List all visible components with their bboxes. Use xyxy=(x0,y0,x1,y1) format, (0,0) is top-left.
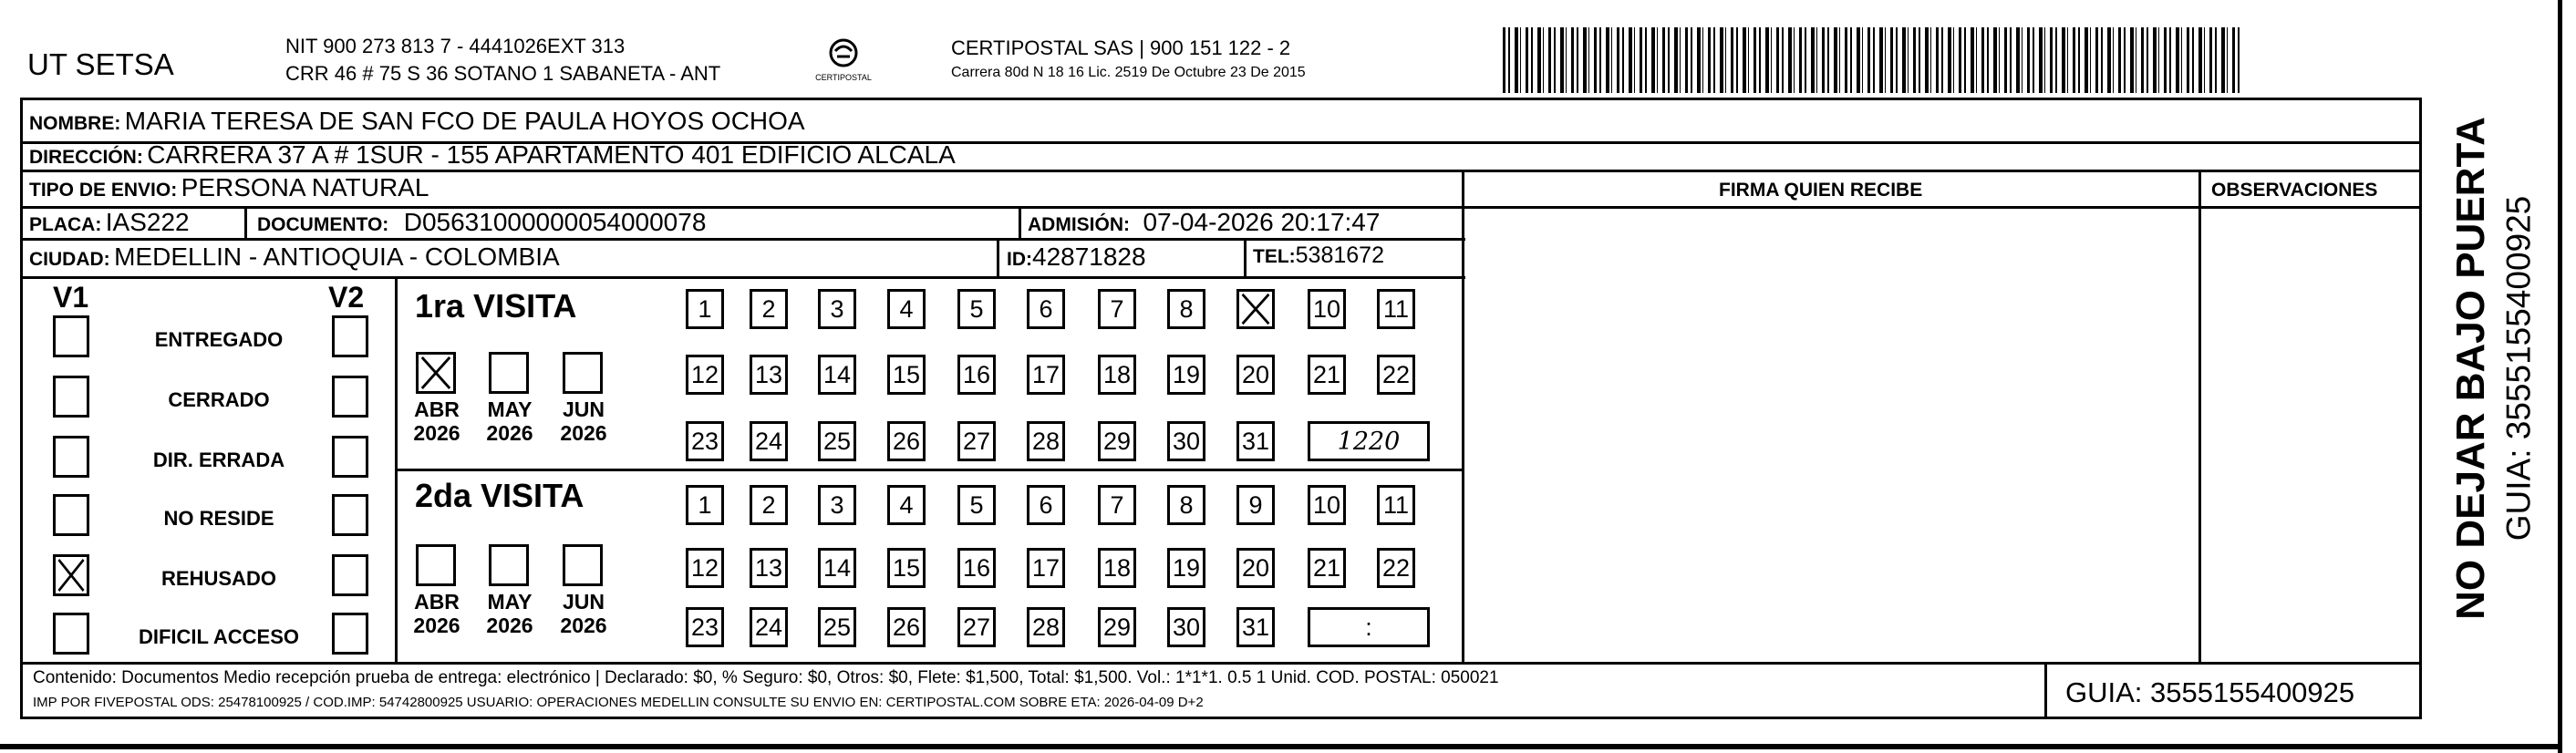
v2-checkbox[interactable] xyxy=(332,436,368,478)
footer-guia: GUIA: 3555155400925 xyxy=(2065,676,2355,708)
day-box[interactable]: 30 xyxy=(1167,421,1205,461)
check-x-icon xyxy=(56,557,87,593)
day-box[interactable]: 21 xyxy=(1308,548,1346,588)
firma-header: FIRMA QUIEN RECIBE xyxy=(1719,180,1923,201)
documento-value: D05631000000054000078 xyxy=(403,208,707,236)
company-name: UT SETSA xyxy=(27,47,174,81)
tipo-value: PERSONA NATURAL xyxy=(181,173,429,201)
day-box[interactable]: 30 xyxy=(1167,607,1205,647)
v2-checkbox[interactable] xyxy=(332,554,368,596)
col-line xyxy=(1019,206,1021,239)
v1-checkbox[interactable] xyxy=(53,376,89,418)
col-line xyxy=(1244,238,1247,276)
day-box[interactable]: 29 xyxy=(1098,421,1136,461)
day-box[interactable]: 23 xyxy=(686,607,724,647)
v1-header: V1 xyxy=(53,281,89,314)
day-box[interactable]: 31 xyxy=(1236,421,1275,461)
frame-shadow-bottom xyxy=(0,744,2562,749)
col-line xyxy=(2044,662,2047,719)
nombre-value: MARIA TERESA DE SAN FCO DE PAULA HOYOS OCHOA xyxy=(124,107,805,135)
day-box[interactable]: 8 xyxy=(1167,485,1205,525)
status-label: DIFICIL ACCESO xyxy=(138,625,299,648)
placa-label: PLACA: IAS222 xyxy=(29,208,190,236)
row-line xyxy=(20,662,2422,665)
month-checkbox[interactable] xyxy=(489,352,529,394)
v1-checkbox[interactable] xyxy=(53,315,89,357)
nombre-label: NOMBRE: MARIA TERESA DE SAN FCO DE PAULA HOYOS OCHOA xyxy=(29,107,805,135)
day-box[interactable]: 5 xyxy=(957,289,996,329)
day-box[interactable]: 27 xyxy=(957,607,996,647)
side-warning: NO DEJAR BAJO PUERTA xyxy=(2448,117,2493,620)
day-box[interactable]: 22 xyxy=(1377,548,1415,588)
day-box[interactable]: 4 xyxy=(887,289,926,329)
status-label: DIR. ERRADA xyxy=(152,449,285,471)
day-box[interactable]: 26 xyxy=(887,607,926,647)
month-year: 2026 xyxy=(413,614,460,638)
placa-value: IAS222 xyxy=(105,208,190,236)
day-box[interactable]: 20 xyxy=(1236,355,1275,395)
day-box[interactable]: 2 xyxy=(750,289,788,329)
month-name: ABR xyxy=(414,397,460,421)
nit-line: NIT 900 273 813 7 - 4441026EXT 313 xyxy=(285,35,626,57)
col-line xyxy=(1462,170,1464,662)
day-box[interactable]: 15 xyxy=(887,355,926,395)
day-box[interactable] xyxy=(1236,289,1275,329)
day-box[interactable]: 11 xyxy=(1377,289,1415,329)
carrier-sub: Carrera 80d N 18 16 Lic. 2519 De Octubre 23 De 2015 xyxy=(951,65,1306,80)
v1-checkbox[interactable] xyxy=(53,436,89,478)
documento-label: DOCUMENTO: D05631000000054000078 xyxy=(257,208,707,236)
day-box[interactable]: 12 xyxy=(686,355,724,395)
col-line xyxy=(997,238,999,276)
visit-divider xyxy=(395,469,1462,471)
day-box[interactable]: 19 xyxy=(1167,548,1205,588)
admision-value: 07-04-2026 20:17:47 xyxy=(1143,208,1381,236)
status-label: ENTREGADO xyxy=(154,328,284,351)
barcode xyxy=(1503,27,2241,93)
v2-checkbox[interactable] xyxy=(332,315,368,357)
month-checkbox[interactable] xyxy=(416,352,456,394)
day-box[interactable]: 1 xyxy=(686,289,724,329)
day-box[interactable]: 18 xyxy=(1098,355,1136,395)
day-box[interactable]: 4 xyxy=(887,485,926,525)
visit2-title: 2da VISITA xyxy=(415,477,585,514)
day-box[interactable]: 13 xyxy=(750,548,788,588)
visit1-title: 1ra VISITA xyxy=(415,287,577,325)
v1-checkbox[interactable] xyxy=(53,554,89,596)
v1-checkbox[interactable] xyxy=(53,494,89,536)
status-label: CERRADO xyxy=(168,388,270,411)
day-box[interactable]: 8 xyxy=(1167,289,1205,329)
day-box[interactable]: 24 xyxy=(750,607,788,647)
day-box[interactable]: 17 xyxy=(1027,548,1065,588)
month-year: 2026 xyxy=(413,421,460,446)
v2-checkbox[interactable] xyxy=(332,494,368,536)
month-name: MAY xyxy=(487,397,533,421)
day-box[interactable]: 16 xyxy=(957,355,996,395)
month-name: MAY xyxy=(487,590,533,614)
day-box[interactable]: 29 xyxy=(1098,607,1136,647)
month-label xyxy=(405,590,469,638)
day-box[interactable]: 9 xyxy=(1236,485,1275,525)
month-checkbox[interactable] xyxy=(489,544,529,586)
month-checkbox[interactable] xyxy=(563,544,603,586)
day-box[interactable]: 10 xyxy=(1308,289,1346,329)
day-box[interactable]: 21 xyxy=(1308,355,1346,395)
month-label xyxy=(478,590,542,638)
month-label xyxy=(552,397,616,446)
month-label xyxy=(405,397,469,446)
company-address: CRR 46 # 75 S 36 SOTANO 1 SABANETA - ANT xyxy=(285,62,721,85)
col-line xyxy=(244,206,247,239)
tel-label: TEL:5381672 xyxy=(1253,242,1384,268)
month-year: 2026 xyxy=(560,421,607,446)
day-box[interactable]: 17 xyxy=(1027,355,1065,395)
day-box[interactable]: 10 xyxy=(1308,485,1346,525)
id-value: 42871828 xyxy=(1032,242,1146,271)
month-name: ABR xyxy=(414,590,460,614)
month-year: 2026 xyxy=(560,614,607,638)
day-box[interactable]: 27 xyxy=(957,421,996,461)
v2-checkbox[interactable] xyxy=(332,613,368,655)
footer-contenido: Contenido: Documentos Medio recepción prueba de entrega: electrónico | Declarado: $0, % Seguro: $0, Otros: $0, Flete: $1,500, Total: $1,500. Vol.: 1*1*1. 0.5 1 Unid. COD. POSTAL: 050021 xyxy=(33,668,1499,687)
day-box[interactable]: 6 xyxy=(1027,289,1065,329)
day-box[interactable]: 15 xyxy=(887,548,926,588)
day-box[interactable]: 23 xyxy=(686,421,724,461)
day-box[interactable]: 25 xyxy=(818,421,856,461)
col-line xyxy=(2198,170,2201,662)
row-line xyxy=(20,276,1465,279)
day-box[interactable]: 12 xyxy=(686,548,724,588)
status-label: REHUSADO xyxy=(161,567,276,590)
time-box[interactable]: : xyxy=(1308,607,1430,647)
day-box[interactable]: 3 xyxy=(818,485,856,525)
month-name: JUN xyxy=(562,590,605,614)
month-checkbox[interactable] xyxy=(416,544,456,586)
day-box[interactable]: 26 xyxy=(887,421,926,461)
tel-value: 5381672 xyxy=(1295,242,1384,268)
month-label xyxy=(478,397,542,446)
day-box[interactable]: 28 xyxy=(1027,607,1065,647)
day-box[interactable]: 14 xyxy=(818,355,856,395)
day-box[interactable]: 11 xyxy=(1377,485,1415,525)
day-box[interactable]: 19 xyxy=(1167,355,1205,395)
day-box[interactable]: 2 xyxy=(750,485,788,525)
v2-checkbox[interactable] xyxy=(332,376,368,418)
footer-imp: IMP POR FIVEPOSTAL ODS: 25478100925 / COD.IMP: 54742800925 USUARIO: OPERACIONES MEDELLIN CONSULTE SU ENVIO EN: CERTIPOSTAL.COM SOBRE ETA: 2026-04-09 D+2 xyxy=(33,695,1204,710)
tipo-label: TIPO DE ENVIO: PERSONA NATURAL xyxy=(29,173,429,201)
day-box[interactable]: 6 xyxy=(1027,485,1065,525)
month-year: 2026 xyxy=(486,614,533,638)
direccion-value: CARRERA 37 A # 1SUR - 155 APARTAMENTO 401 EDIFICIO ALCALA xyxy=(147,140,956,169)
frame-shadow-right xyxy=(2558,0,2562,753)
day-box[interactable]: 25 xyxy=(818,607,856,647)
day-box[interactable]: 3 xyxy=(818,289,856,329)
day-box[interactable]: 16 xyxy=(957,548,996,588)
day-box[interactable]: 18 xyxy=(1098,548,1136,588)
check-x-icon xyxy=(1239,292,1272,326)
time-box[interactable]: 1220 xyxy=(1308,421,1430,461)
day-box[interactable]: 24 xyxy=(750,421,788,461)
logo-text: CERTIPOSTAL xyxy=(815,73,872,82)
side-guia: GUIA: 3555155400925 xyxy=(2499,195,2538,542)
month-label xyxy=(552,590,616,638)
direccion-label: DIRECCIÓN: CARRERA 37 A # 1SUR - 155 APARTAMENTO 401 EDIFICIO ALCALA xyxy=(29,140,956,169)
v1-checkbox[interactable] xyxy=(53,613,89,655)
certipostal-logo xyxy=(812,35,875,89)
check-x-icon xyxy=(419,355,453,391)
carrier-line: CERTIPOSTAL SAS | 900 151 122 - 2 xyxy=(951,36,1291,59)
id-label: ID:42871828 xyxy=(1007,242,1146,271)
day-box[interactable]: 31 xyxy=(1236,607,1275,647)
month-year: 2026 xyxy=(486,421,533,446)
admision-label: ADMISIÓN: 07-04-2026 20:17:47 xyxy=(1028,208,1381,236)
month-checkbox[interactable] xyxy=(563,352,603,394)
day-box[interactable]: 1 xyxy=(686,485,724,525)
day-box[interactable]: 13 xyxy=(750,355,788,395)
day-box[interactable]: 20 xyxy=(1236,548,1275,588)
day-box[interactable]: 22 xyxy=(1377,355,1415,395)
month-name: JUN xyxy=(562,397,605,421)
day-box[interactable]: 7 xyxy=(1098,485,1136,525)
row-line xyxy=(20,238,1465,241)
day-box[interactable]: 28 xyxy=(1027,421,1065,461)
ciudad-label: CIUDAD: MEDELLIN - ANTIOQUIA - COLOMBIA xyxy=(29,242,560,271)
status-label: NO RESIDE xyxy=(163,507,274,530)
day-box[interactable]: 5 xyxy=(957,485,996,525)
day-box[interactable]: 7 xyxy=(1098,289,1136,329)
ciudad-value: MEDELLIN - ANTIOQUIA - COLOMBIA xyxy=(114,242,560,271)
day-box[interactable]: 14 xyxy=(818,548,856,588)
v2-header: V2 xyxy=(328,281,365,314)
row-line xyxy=(20,170,2422,172)
observaciones-header: OBSERVACIONES xyxy=(2211,180,2378,201)
